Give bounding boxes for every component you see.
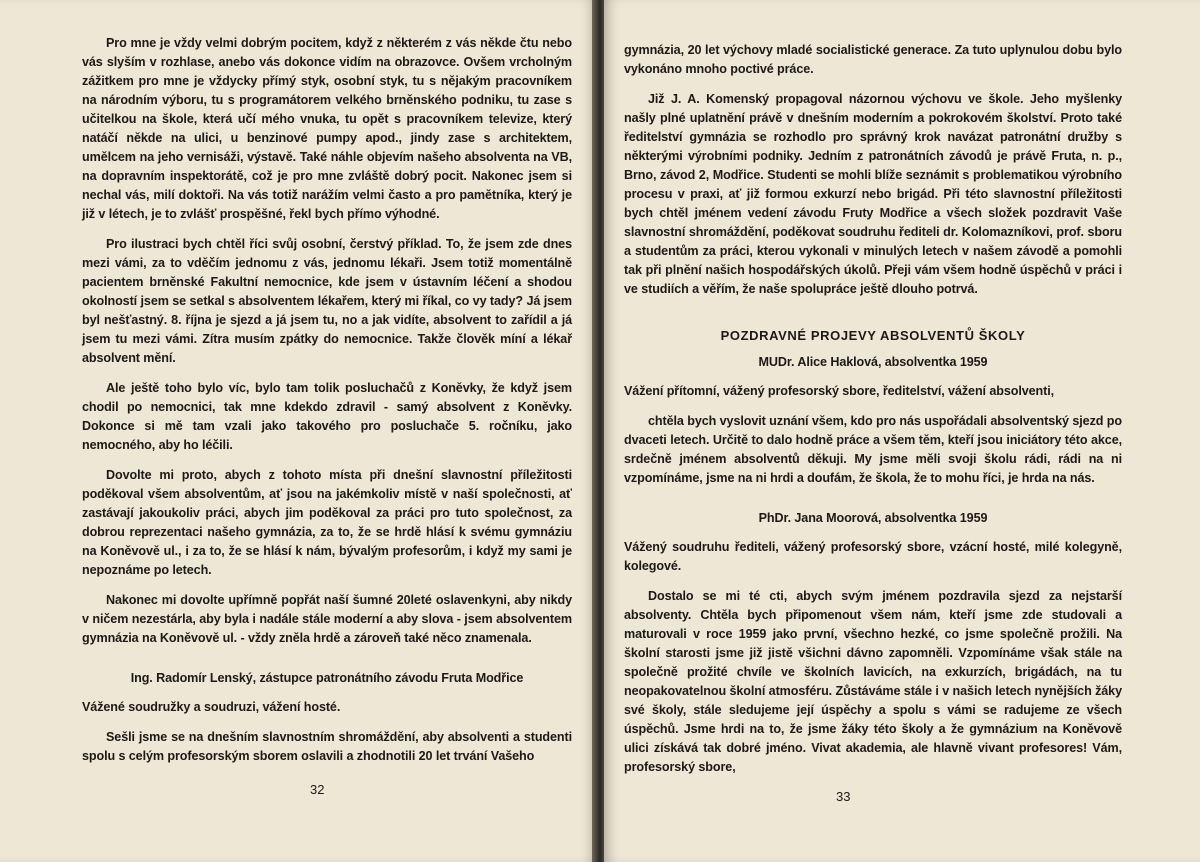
page-number-right: 33 bbox=[836, 789, 851, 804]
speaker-heading-haklova: MUDr. Alice Haklová, absolventka 1959 bbox=[758, 355, 988, 369]
greeting-moorova: Vážený soudruhu řediteli, vážený profesorský sbore, vzácní hosté, milé kolegyně, kolegové. bbox=[624, 540, 1122, 573]
right-page bbox=[604, 0, 1200, 862]
left-page bbox=[0, 0, 596, 862]
right-page-text bbox=[624, 41, 1122, 788]
page-number-left: 32 bbox=[310, 782, 325, 797]
left-paragraph-5: Nakonec mi dovolte upřímně popřát naší šumné 20leté oslavenkyni, aby nikdy v ničem nezestárla, aby byla i nadále stále moderní a aby slova - jsem absolventem gymnázia na Koněvově ul. - vždy zněla hrdě a zároveň také něco znamenala. bbox=[82, 593, 572, 645]
text-moorova: Dostalo se mi té cti, abych svým jménem pozdravila sjezd za nejstarší absolventy. Chtěla bych připomenout všem nám, kteří jsme zde studovali a maturovali v roce 1959 jako první, všechno hezké, co jsme společně prožili. Na školní starosti jsme již jistě všichni dávno zapomněli. Vzpomínáme však stále na společně prožité chvíle ve školních lavicích, na exkurzích, brigádách, na tu neopakovatelnou školní atmosféru. Zůstáváme stále i v našich letech nynějších žáky své školy, stále sledujeme její úspěchy a spolu s vámi se radujeme ze všech úspěchů. Jsme hrdi na to, že jsme žáky této školy a že gymnázium na Koněvově ulici získává tak dobré jméno. Vivat akademia, ale hlavně vivant profesores! Vám, profesorský sbore, bbox=[624, 589, 1122, 774]
left-paragraph-4: Dovolte mi proto, abych z tohoto místa při dnešní slavnostní příležitosti poděkoval všem absolventům, ať jsou na jakémkoliv místě v naší společnosti, ať zastávají jakoukoliv práci, abych jim poděkoval za práci pro tuto společnost, za dobrou reprezentaci našeho gymnázia, za to, že se hrdě hlásí k svému gymnáziu na Koněvově ul., i za to, že se hlásí k nám, bývalým profesorům, i když my sami je nepoznáme po letech. bbox=[82, 468, 572, 577]
speaker-heading-lensky: Ing. Radomír Lenský, zástupce patronátního závodu Fruta Modřice bbox=[130, 671, 524, 685]
greeting-lensky: Vážené soudružky a soudruzi, vážení hosté. bbox=[82, 700, 341, 714]
left-paragraph-2: Pro ilustraci bych chtěl říci svůj osobní, čerstvý příklad. To, že jsem zde dnes mezi vámi, za to vděčím jednomu z vás, jednomu lékaři. Jsem totiž momentálně pacientem brněnské Fakultní nemocnice, kde jsem v ústavním léčení a shodou okolností jsem se setkal s absolventem lékařem, který mi říkal, co vy tady? Já jsem byl nešťastný. 8. října je sjezd a já jsem tu, no a jak vidíte, absolvent to zařídil a já jsem tu mezi vámi. Zítra musím zpátky do nemocnice. Takže člověk míní a lékař absolvent mění. bbox=[82, 237, 572, 365]
right-paragraph-1: gymnázia, 20 let výchovy mladé socialistické generace. Za tuto uplynulou dobu bylo vykonáno mnoho poctivé práce. bbox=[624, 43, 1122, 76]
left-closing-paragraph: Sešli jsme se na dnešním slavnostním shromáždění, aby absolventi a studenti spolu s celým profesorským sborem oslavili a zhodnotili 20 let trvání Vašeho bbox=[82, 730, 572, 763]
right-paragraph-2: Již J. A. Komenský propagoval názornou výchovu ve škole. Jeho myšlenky našly plné uplatnění právě v dnešním moderním a pokrokovém školství. Proto také ředitelství gymnázia se rozhodlo pro správný krok navázat patronátní družby s některými výrobními podniky. Jedním z patronátních závodů je právě Fruta, n. p., Brno, závod 2, Modřice. Studenti se mohli blíže seznámit s problematikou výrobního procesu v praxi, ať již formou exkurzí nebo brigád. Při této slavnostní příležitosti bych chtěl jménem vedení závodu Fruty Modřice a všech složek pozdravit Vaše slavnostní shromáždění, poděkovat soudruhu řediteli dr. Kolomazníkovi, prof. sboru a studentům za práci, kterou vykonali v minulých letech v našem závodě a pomohli tak při plnění našich hospodářských úkolů. Přeji vám všem hodně úspěchů v práci i ve studiích a věřím, že naše spolupráce ještě dlouho potrvá. bbox=[624, 92, 1122, 296]
greeting-haklova: Vážení přítomní, vážený profesorský sbore, ředitelství, vážení absolventi, bbox=[624, 384, 1055, 398]
text-haklova: chtěla bych vyslovit uznání všem, kdo pro nás uspořádali absolventský sjezd po dvaceti letech. Určitě to dalo hodně práce a všem těm, kteří jsou iniciátory této akce, srdečně jménem absolventů děkuji. My jsme měli svoji školu rádi, rádi na ni vzpomínáme, jsme na ni hrdi a doufám, že škola, že to mohu říci, je hrda na nás. bbox=[624, 414, 1122, 485]
left-page-text bbox=[82, 34, 572, 777]
left-paragraph-3: Ale ještě toho bylo víc, bylo tam tolik posluchačů z Koněvky, že když jsem chodil po nemocnici, tak mne kdekdo zdravil - samý absolvent z Koněvky. Dokonce si mě tam vzali jako takového pro posluchače 5. ročníku, jako nemocného, aby ho léčili. bbox=[82, 381, 572, 452]
speaker-heading-moorova: PhDr. Jana Moorová, absolventka 1959 bbox=[758, 511, 988, 525]
left-paragraph-1: Pro mne je vždy velmi dobrým pocitem, když z některém z vás někde čtu nebo vás slyším v rozhlase, anebo vás dokonce vidím na obrazovce. Ovšem vrcholným zážitkem pro mne je vždycky přímý styk, osobní styk, tu s nějakým pracovníkem na národním výboru, tu s programátorem velkého brněnského podniku, tu zase s učitelkou na škole, která učí mého vnuka, tu opět s pracovníkem televize, který natáčí někde na ulici, u benzinové pumpy apod., jindy zase s architektem, umělcem na jeho vernisáži, výstavě. Také náhle objevím našeho absolventa na VB, na dopravním inspektorátě, což je pro mne zvláště dobrý pocit. Nakonec jsem si nechal vás, milí doktoři. Na vás totiž narážím velmi často a pro pamětníka, který je již v létech, je to zvlášť prospěšné, řekl bych přímo výhodné. bbox=[82, 36, 572, 221]
section-title: POZDRAVNÉ PROJEVY ABSOLVENTŮ ŠKOLY bbox=[720, 328, 1026, 343]
